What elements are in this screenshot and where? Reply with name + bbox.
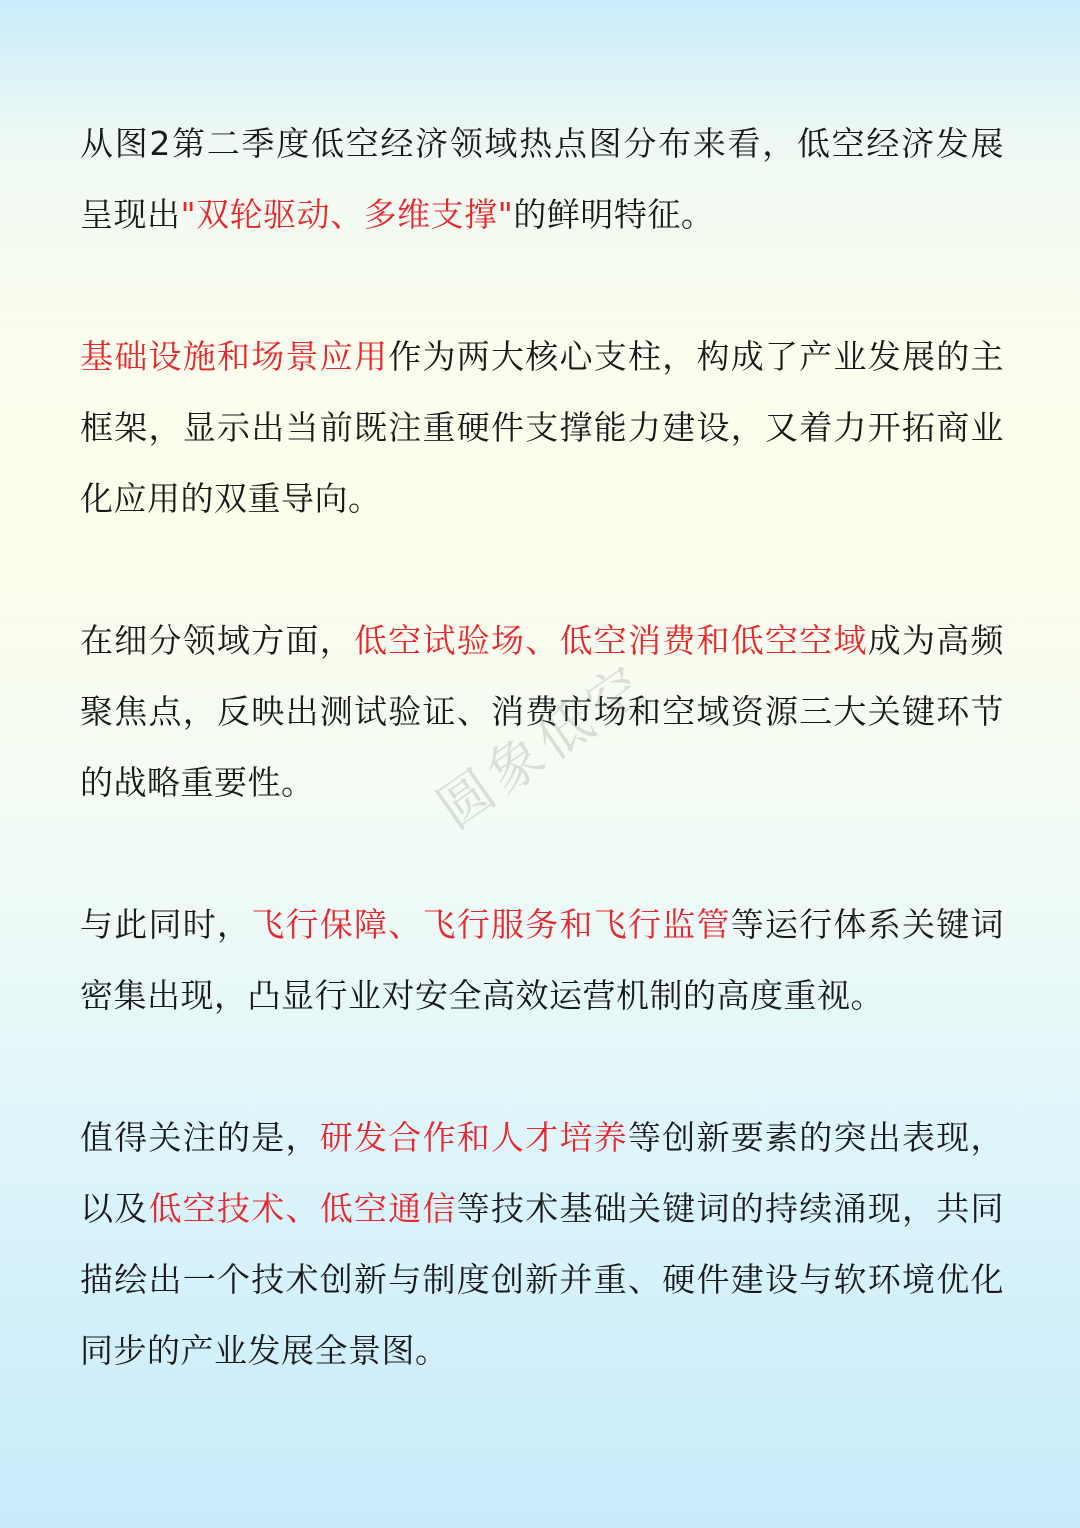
text-segment: 从图2第二季度低空经济领域热点图分布来看，低空经济发展呈现出	[80, 124, 1004, 234]
paragraph-2	[80, 321, 1004, 534]
watermark: 圆象低空	[426, 651, 660, 841]
text-segment: 等运行体系关键词密集出现，凸显行业对安全高效运营机制的高度重视。	[80, 905, 1004, 1015]
article-body	[80, 108, 1004, 1386]
text-segment: 作为两大核心支柱，构成了产业发展的主框架，显示出当前既注重硬件支撑能力建设，又着力开拓商业化应用的双重导向。	[80, 337, 1004, 518]
text-segment: 与此同时，	[80, 905, 252, 944]
paragraph-3	[80, 605, 1004, 818]
highlight-text: 基础设施和场景应用	[80, 337, 389, 376]
highlight-text: 飞行保障、飞行服务和飞行监管	[251, 905, 731, 944]
paragraph-5	[80, 1102, 1004, 1386]
paragraph-4	[80, 889, 1004, 1031]
text-segment: 等技术基础关键词的持续涌现，共同描绘出一个技术创新与制度创新并重、硬件建设与软环境优化同步的产业发展全景图。	[80, 1189, 1004, 1370]
highlight-text: 研发合作和人才培养	[319, 1118, 628, 1157]
text-segment: 值得关注的是，	[80, 1118, 320, 1157]
text-segment: 在细分领域方面，	[80, 621, 354, 660]
text-segment: 的鲜明特征。	[513, 195, 715, 234]
highlight-text: 低空试验场、低空消费和低空空域	[354, 621, 868, 660]
highlight-text: "双轮驱动、多维支撑"	[180, 195, 514, 234]
highlight-text: 低空技术、低空通信	[148, 1189, 457, 1228]
text-segment: 成为高频聚焦点，反映出测试验证、消费市场和空域资源三大关键环节的战略重要性。	[80, 621, 1004, 802]
text-segment: 等创新要素的突出表现，以及	[80, 1118, 1004, 1228]
paragraph-1	[80, 108, 1004, 250]
